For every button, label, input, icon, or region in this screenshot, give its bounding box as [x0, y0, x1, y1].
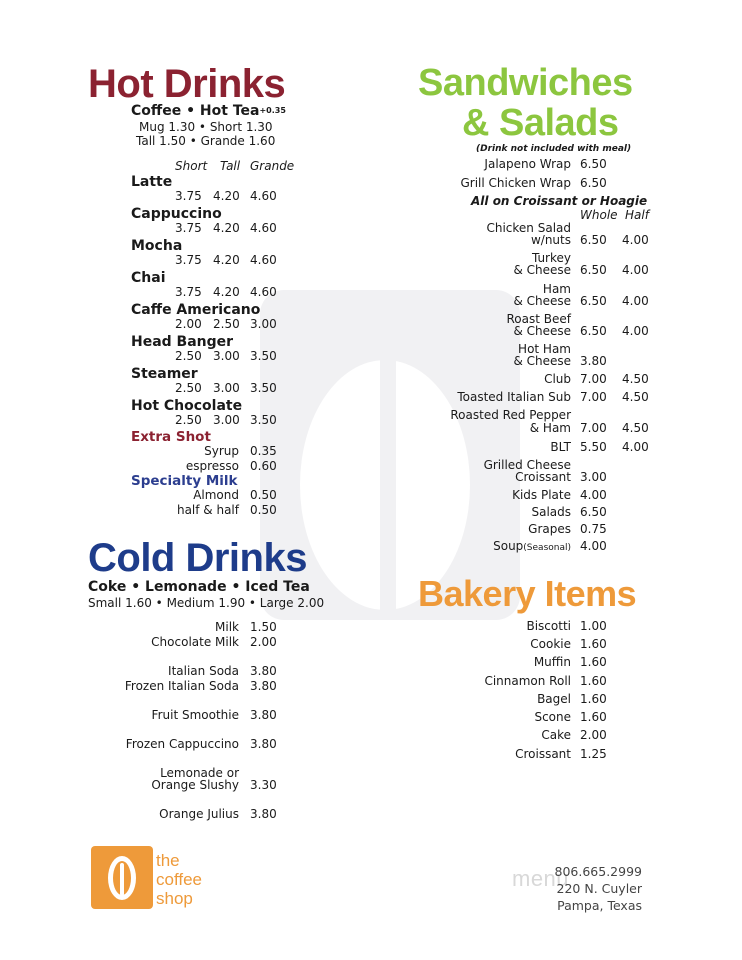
extra-shot-price: 0.60	[250, 459, 277, 473]
bakery-item-price: 1.00	[580, 619, 607, 633]
sandwich-whole-price: 4.00	[580, 488, 607, 502]
hot-item-name: Head Banger	[131, 334, 234, 350]
specialty-milk-heading: Specialty Milk	[131, 473, 238, 489]
cold-item-name-line2: Orange Slushy	[151, 778, 239, 792]
bakery-item-price: 1.60	[580, 637, 607, 651]
price-grande: 3.50	[250, 413, 277, 427]
sandwich-whole-price: 0.75	[580, 522, 607, 536]
sandwich-whole-price: 6.50	[580, 324, 607, 338]
sandwiches-heading-line1: Sandwiches	[418, 62, 633, 104]
sandwich-half-price: 4.00	[622, 263, 649, 277]
cold-item-name: Frozen Italian Soda	[124, 679, 239, 693]
sandwich-whole-price: 7.00	[580, 372, 607, 386]
col-header-half: Half	[625, 208, 649, 222]
bakery-item-name: Cookie	[530, 637, 571, 651]
cold-item-price: 3.80	[250, 807, 277, 821]
sandwich-name-line1: Ham	[542, 282, 571, 296]
cold-drinks-subtitle: Coke • Lemonade • Iced Tea	[88, 579, 310, 595]
price-grande: 3.50	[250, 349, 277, 363]
sandwich-whole-price: 6.50	[580, 233, 607, 247]
sandwich-name-line2: & Cheese	[513, 324, 571, 338]
coffee-bean-icon	[91, 846, 153, 909]
price-short: 3.75	[175, 253, 202, 267]
bakery-item-name: Bagel	[537, 692, 571, 706]
contact-city: Pampa, Texas	[557, 898, 642, 913]
col-header-short: Short	[175, 159, 208, 173]
menu-watermark: menu	[512, 866, 570, 891]
coffee-tea-label: Coffee • Hot Tea	[131, 103, 260, 119]
col-header-whole: Whole	[580, 208, 618, 222]
sandwich-name: Grapes	[528, 522, 571, 536]
bakery-item-price: 1.60	[580, 674, 607, 688]
price-short: 3.75	[175, 221, 202, 235]
wrap-price: 6.50	[580, 157, 607, 171]
sandwich-name-line2: & Ham	[529, 421, 571, 435]
bakery-item-price: 2.00	[580, 728, 607, 742]
price-tall: 2.50	[213, 317, 240, 331]
sandwich-half-price: 4.50	[622, 372, 649, 386]
specialty-milk-price: 0.50	[250, 503, 277, 517]
hot-item-name: Latte	[131, 174, 173, 190]
bakery-item-name: Muffin	[533, 655, 571, 669]
sandwich-half-price: 4.00	[622, 233, 649, 247]
cold-item-name: Italian Soda	[168, 664, 239, 678]
sandwich-whole-price: 7.00	[580, 390, 607, 404]
cold-drinks-sizes: Small 1.60 • Medium 1.90 • Large 2.00	[88, 596, 325, 610]
bakery-item-name: Croissant	[515, 747, 571, 761]
bakery-heading: Bakery Items	[418, 573, 637, 614]
contact-phone: 806.665.2999	[554, 864, 642, 879]
sandwich-name: Kids Plate	[512, 488, 571, 502]
soup-name	[493, 539, 571, 555]
sandwich-name-line1: Roast Beef	[506, 312, 571, 326]
specialty-milk-item: half & half	[176, 503, 239, 517]
cold-item-price: 3.80	[250, 708, 277, 722]
wrap-name: Grill Chicken Wrap	[460, 176, 571, 190]
sandwich-half-price: 4.50	[622, 421, 649, 435]
bakery-item-name: Scone	[534, 710, 571, 724]
price-tall: 4.20	[213, 285, 240, 299]
price-short: 2.50	[175, 349, 202, 363]
croissant-hoagie-header: All on Croissant or Hoagie	[471, 194, 648, 208]
hot-drinks-heading: Hot Drinks	[88, 62, 286, 106]
price-short: 3.75	[175, 285, 202, 299]
cold-item-price: 3.80	[250, 679, 277, 693]
cold-item-name: Orange Julius	[159, 807, 239, 821]
price-tall: 3.00	[213, 413, 240, 427]
hot-item-name: Chai	[131, 270, 166, 286]
cold-item-name: Chocolate Milk	[151, 635, 239, 649]
cold-item-name: Frozen Cappuccino	[125, 737, 239, 751]
sandwich-whole-price: 5.50	[580, 440, 607, 454]
hot-item-name: Mocha	[131, 238, 183, 254]
coffee-tea-line	[131, 103, 286, 119]
price-grande: 4.60	[250, 253, 277, 267]
sandwich-name-line1: Hot Ham	[518, 342, 571, 356]
price-tall: 4.20	[213, 189, 240, 203]
sandwich-name-line1: Roasted Red Pepper	[450, 408, 571, 422]
extra-shot-item: espresso	[185, 459, 239, 473]
soup-label: Soup	[493, 539, 524, 553]
price-short: 3.75	[175, 189, 202, 203]
price-grande: 3.50	[250, 381, 277, 395]
extra-shot-item: Syrup	[204, 444, 239, 458]
sandwich-name: Salads	[531, 505, 571, 519]
bakery-item-name: Cake	[541, 728, 571, 742]
cold-item-name: Fruit Smoothie	[151, 708, 239, 722]
cold-item-price: 2.00	[250, 635, 277, 649]
sandwiches-heading-line2: & Salads	[462, 102, 619, 144]
cold-drinks-heading: Cold Drinks	[88, 536, 307, 580]
bakery-item-name: Biscotti	[526, 619, 571, 633]
sandwich-name-line2: & Cheese	[513, 263, 571, 277]
sandwich-half-price: 4.00	[622, 324, 649, 338]
specialty-milk-price: 0.50	[250, 488, 277, 502]
sandwich-name-line1: Turkey	[531, 251, 571, 265]
soup-qualifier: (Seasonal)	[523, 543, 571, 553]
hot-item-name: Caffe Americano	[131, 302, 261, 318]
price-tall: 4.20	[213, 221, 240, 235]
sandwich-note: (Drink not included with meal)	[476, 144, 632, 154]
contact-address: 220 N. Cuyler	[556, 881, 642, 896]
sandwich-name-line2: Croissant	[515, 470, 571, 484]
price-short: 2.50	[175, 413, 202, 427]
hot-item-name: Cappuccino	[131, 206, 222, 222]
sandwich-whole-price: 3.80	[580, 354, 607, 368]
sandwich-name-line2: & Cheese	[513, 354, 571, 368]
soup-price: 4.00	[580, 539, 607, 553]
sandwich-half-price: 4.00	[622, 440, 649, 454]
price-grande: 4.60	[250, 285, 277, 299]
extra-shot-heading: Extra Shot	[131, 429, 211, 445]
price-grande: 4.60	[250, 221, 277, 235]
coffee-sizes-line2: Tall 1.50 • Grande 1.60	[136, 134, 276, 148]
bakery-item-price: 1.25	[580, 747, 607, 761]
price-tall: 3.00	[213, 381, 240, 395]
bakery-item-price: 1.60	[580, 655, 607, 669]
sandwich-name: BLT	[550, 440, 571, 454]
sandwich-whole-price: 6.50	[580, 294, 607, 308]
sandwich-whole-price: 6.50	[580, 263, 607, 277]
extra-shot-price: 0.35	[250, 444, 277, 458]
col-header-grande: Grande	[250, 159, 295, 173]
sandwich-name: Club	[544, 372, 571, 386]
logo-text-coffee: coffee	[156, 870, 203, 889]
cold-item-price: 3.80	[250, 664, 277, 678]
sandwich-name-line2: w/nuts	[530, 233, 571, 247]
sandwich-half-price: 4.00	[622, 294, 649, 308]
cold-item-name-line1: Lemonade or	[160, 766, 239, 780]
bakery-item-price: 1.60	[580, 692, 607, 706]
coffee-sizes-line1: Mug 1.30 • Short 1.30	[139, 120, 273, 134]
sandwich-half-price: 4.50	[622, 390, 649, 404]
price-tall: 3.00	[213, 349, 240, 363]
sandwich-name-line1: Grilled Cheese	[483, 458, 571, 472]
cold-item-price: 3.30	[250, 778, 277, 792]
sandwich-name: Toasted Italian Sub	[457, 390, 571, 404]
sandwich-whole-price: 7.00	[580, 421, 607, 435]
sandwich-whole-price: 6.50	[580, 505, 607, 519]
bakery-item-price: 1.60	[580, 710, 607, 724]
tea-extra-price: +0.35	[259, 106, 286, 115]
price-grande: 4.60	[250, 189, 277, 203]
hot-item-name: Steamer	[131, 366, 198, 382]
cold-item-name: Milk	[215, 620, 239, 634]
logo-text-shop: shop	[156, 889, 193, 908]
price-tall: 4.20	[213, 253, 240, 267]
cold-item-price: 1.50	[250, 620, 277, 634]
sandwich-whole-price: 3.00	[580, 470, 607, 484]
bakery-item-name: Cinnamon Roll	[484, 674, 571, 688]
sandwich-name-line2: & Cheese	[513, 294, 571, 308]
price-short: 2.00	[175, 317, 202, 331]
wrap-price: 6.50	[580, 176, 607, 190]
wrap-name: Jalapeno Wrap	[484, 157, 571, 171]
col-header-tall: Tall	[220, 159, 241, 173]
specialty-milk-item: Almond	[193, 488, 239, 502]
hot-item-name: Hot Chocolate	[131, 398, 243, 414]
sandwich-name-line1: Chicken Salad	[486, 221, 571, 235]
price-grande: 3.00	[250, 317, 277, 331]
price-short: 2.50	[175, 381, 202, 395]
logo-text-the: the	[156, 851, 180, 870]
cold-item-price: 3.80	[250, 737, 277, 751]
